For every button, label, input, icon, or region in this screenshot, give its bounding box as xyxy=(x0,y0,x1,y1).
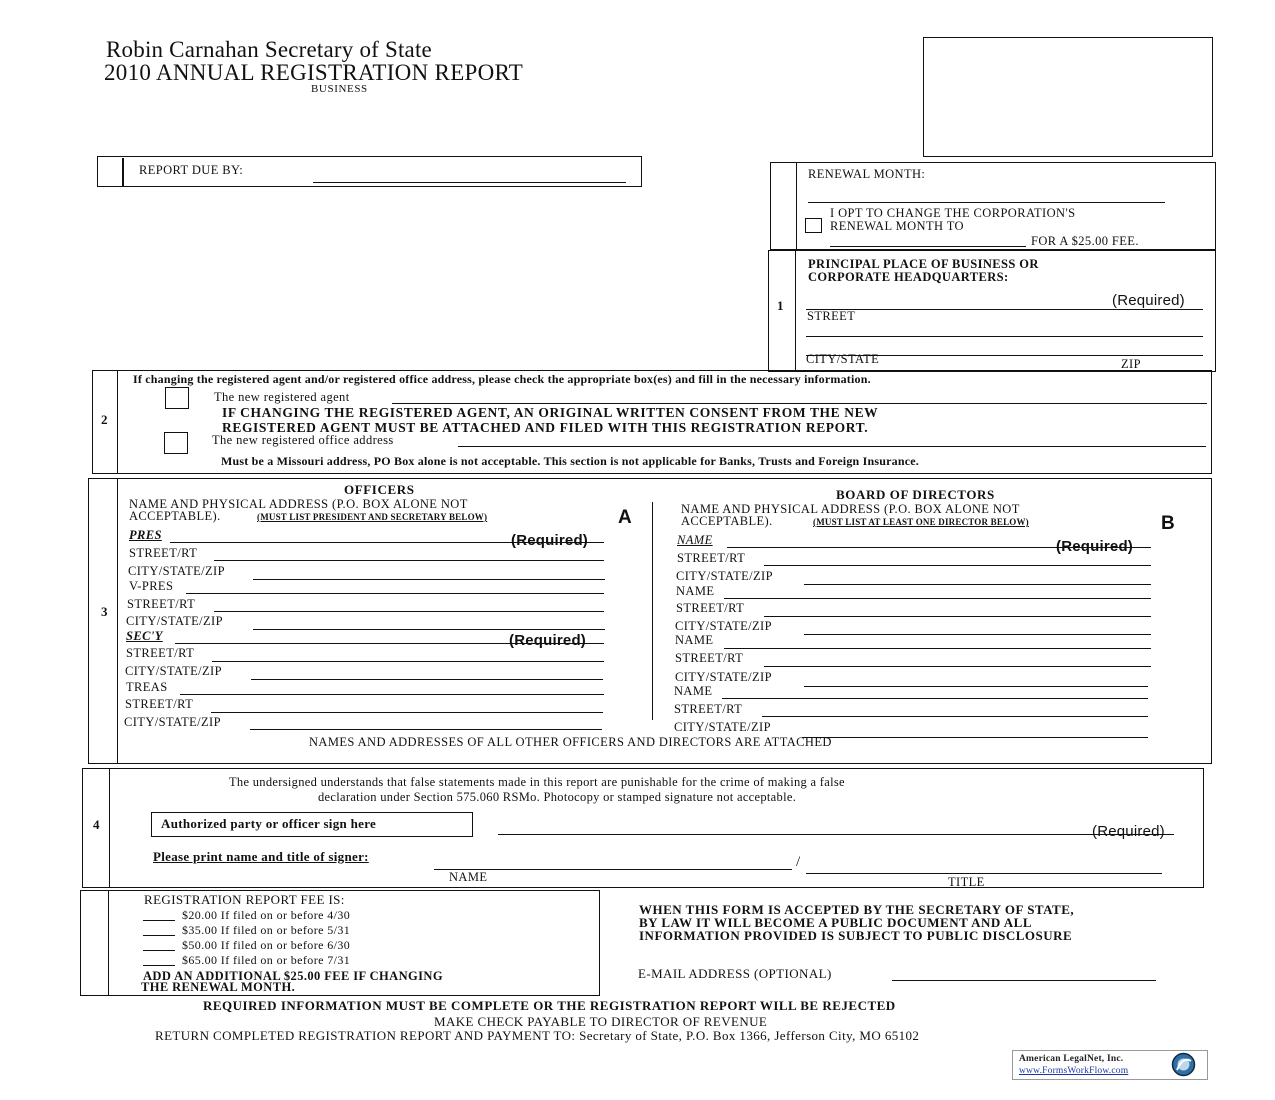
new-agent-field[interactable] xyxy=(392,403,1207,404)
treas-city-label: CITY/STATE/ZIP xyxy=(124,715,221,729)
fees-heading: REGISTRATION REPORT FEE IS: xyxy=(144,892,345,907)
vpres-name-field[interactable] xyxy=(186,593,604,594)
secy-street-field[interactable] xyxy=(212,661,604,662)
section-4-required: (Required) xyxy=(1092,823,1165,840)
treas-label: TREAS xyxy=(126,680,168,694)
signer-title-field[interactable] xyxy=(806,873,1162,874)
secy-label: SEC'Y xyxy=(126,629,163,643)
footer-line-2: MAKE CHECK PAYABLE TO DIRECTOR OF REVENUE xyxy=(434,1014,768,1029)
renewal-fee-text: FOR A $25.00 FEE. xyxy=(1031,234,1139,248)
director3-street-label: STREET/RT xyxy=(675,651,744,665)
vpres-city-label: CITY/STATE/ZIP xyxy=(126,614,223,628)
renewal-opt-line1: I OPT TO CHANGE THE CORPORATION'S xyxy=(830,206,1076,220)
report-due-field[interactable] xyxy=(313,182,626,183)
title-line-2: 2010 ANNUAL REGISTRATION REPORT xyxy=(104,60,524,85)
director4-city-field[interactable] xyxy=(802,737,1148,738)
print-name-label: Please print name and title of signer: xyxy=(153,849,369,864)
business-address-field[interactable] xyxy=(806,309,1203,310)
city-state-label: CITY/STATE xyxy=(806,352,880,366)
renewal-opt-line2: RENEWAL MONTH TO xyxy=(830,219,964,233)
section-1-number: 1 xyxy=(777,298,784,313)
director2-name-field[interactable] xyxy=(724,598,1151,599)
pres-name-field[interactable] xyxy=(170,542,604,543)
director3-city-field[interactable] xyxy=(804,686,1148,687)
title-caption: TITLE xyxy=(948,875,985,889)
treas-city-field[interactable] xyxy=(250,729,602,730)
badge-url[interactable]: www.FormsWorkFlow.com xyxy=(1019,1066,1129,1076)
directors-letter: B xyxy=(1161,513,1175,534)
street-field[interactable] xyxy=(806,336,1203,337)
title-line-1: Robin Carnahan Secretary of State xyxy=(106,37,432,62)
vpres-city-field[interactable] xyxy=(253,629,605,630)
officers-heading: OFFICERS xyxy=(344,482,415,497)
email-label: E-MAIL ADDRESS (OPTIONAL) xyxy=(638,966,832,981)
director3-street-field[interactable] xyxy=(764,666,1151,667)
agent-warning-1: IF CHANGING THE REGISTERED AGENT, AN ORIGINAL WRITTEN CONSENT FROM THE NEW xyxy=(222,405,879,420)
director4-name-label: NAME xyxy=(674,684,713,698)
section-1-required: (Required) xyxy=(1112,292,1185,309)
officers-directors-divider xyxy=(652,502,653,720)
director1-name-label: NAME xyxy=(677,533,713,547)
report-due-label: REPORT DUE BY: xyxy=(139,163,244,177)
director4-name-field[interactable] xyxy=(722,698,1148,699)
director2-city-field[interactable] xyxy=(804,634,1151,635)
section-4-statement-2: declaration under Section 575.060 RSMo. Photocopy or stamped signature not acceptable. xyxy=(318,790,797,804)
pres-street-field[interactable] xyxy=(214,560,604,561)
footer-line-3: RETURN COMPLETED REGISTRATION REPORT AND PAYMENT TO: Secretary of State, P.O. Box 1366, Jefferson City, MO 65102 xyxy=(155,1028,920,1043)
secy-required: (Required) xyxy=(509,632,586,649)
vpres-street-field[interactable] xyxy=(214,611,604,612)
director4-street-label: STREET/RT xyxy=(674,702,743,716)
section-2-number: 2 xyxy=(101,412,108,427)
directors-heading: BOARD OF DIRECTORS xyxy=(836,487,995,502)
director2-city-label: CITY/STATE/ZIP xyxy=(675,619,772,633)
directors-instr-1: NAME AND PHYSICAL ADDRESS (P.O. BOX ALONE NOT xyxy=(681,502,1020,516)
fee-option-4-blank[interactable] xyxy=(143,965,175,966)
section-2-instruction: If changing the registered agent and/or registered office address, please check the appropriate box(es) and fill in the necessary information. xyxy=(133,372,871,386)
fee-option-3-blank[interactable] xyxy=(143,950,175,951)
section-4-statement-1: The undersigned understands that false statements made in this report are punishable for the crime of making a false xyxy=(229,775,845,789)
signature-field[interactable] xyxy=(498,834,1174,835)
name-title-separator: / xyxy=(796,854,801,870)
agent-warning-2: REGISTERED AGENT MUST BE ATTACHED AND FILED WITH THIS REGISTRATION REPORT. xyxy=(222,420,869,435)
public-notice-1: WHEN THIS FORM IS ACCEPTED BY THE SECRETARY OF STATE, xyxy=(639,902,1075,917)
treas-street-field[interactable] xyxy=(211,712,603,713)
treas-street-label: STREET/RT xyxy=(125,697,194,711)
secy-city-field[interactable] xyxy=(251,679,603,680)
public-notice-3: INFORMATION PROVIDED IS SUBJECT TO PUBLIC DISCLOSURE xyxy=(639,928,1073,943)
officers-instr-2: ACCEPTABLE). xyxy=(129,509,221,523)
vpres-street-label: STREET/RT xyxy=(127,597,196,611)
section-3-footer: NAMES AND ADDRESSES OF ALL OTHER OFFICERS AND DIRECTORS ARE ATTACHED xyxy=(309,735,832,749)
footer-line-1: REQUIRED INFORMATION MUST BE COMPLETE OR THE REGISTRATION REPORT WILL BE REJECTED xyxy=(203,998,896,1013)
public-notice-2: BY LAW IT WILL BECOME A PUBLIC DOCUMENT AND ALL xyxy=(639,915,1033,930)
street-label: STREET xyxy=(807,309,856,323)
renewal-change-checkbox[interactable] xyxy=(805,218,822,233)
section-1-heading-2: CORPORATE HEADQUARTERS: xyxy=(808,270,1009,284)
new-agent-label: The new registered agent xyxy=(214,390,350,404)
director3-name-label: NAME xyxy=(675,633,714,647)
treas-name-field[interactable] xyxy=(180,694,604,695)
officers-letter: A xyxy=(618,507,632,528)
section-3-number: 3 xyxy=(101,604,108,619)
fees-additional-2: THE RENEWAL MONTH. xyxy=(141,980,296,994)
new-office-field[interactable] xyxy=(458,446,1206,447)
officers-instr-1: NAME AND PHYSICAL ADDRESS (P.O. BOX ALONE NOT xyxy=(129,497,468,511)
director2-street-field[interactable] xyxy=(764,616,1151,617)
renewal-month-label: RENEWAL MONTH: xyxy=(808,167,926,181)
director3-name-field[interactable] xyxy=(724,648,1151,649)
vpres-label: V-PRES xyxy=(129,579,174,593)
fee-option-2-blank[interactable] xyxy=(143,935,175,936)
section-1-heading-1: PRINCIPAL PLACE OF BUSINESS OR xyxy=(808,257,1039,271)
fee-option-4: $65.00 If filed on or before 7/31 xyxy=(182,953,351,967)
fee-option-2: $35.00 If filed on or before 5/31 xyxy=(182,923,351,937)
badge-logo-icon xyxy=(1171,1052,1196,1077)
director3-city-label: CITY/STATE/ZIP xyxy=(675,670,772,684)
section-4-number: 4 xyxy=(93,817,100,832)
director1-street-field[interactable] xyxy=(764,565,1151,566)
new-office-label: The new registered office address xyxy=(212,433,394,447)
email-field[interactable] xyxy=(892,980,1156,981)
directors-instr-2: ACCEPTABLE). xyxy=(681,514,773,528)
fee-option-3: $50.00 If filed on or before 6/30 xyxy=(182,938,351,952)
pres-label: PRES xyxy=(129,528,162,542)
office-change-checkbox[interactable] xyxy=(164,432,188,454)
office-use-box xyxy=(923,37,1213,157)
director1-street-label: STREET/RT xyxy=(677,551,746,565)
signer-name-field[interactable] xyxy=(434,869,792,870)
pres-street-label: STREET/RT xyxy=(129,546,198,560)
zip-label: ZIP xyxy=(1121,357,1141,371)
director4-street-field[interactable] xyxy=(762,716,1148,717)
pres-city-label: CITY/STATE/ZIP xyxy=(128,564,225,578)
director1-city-field[interactable] xyxy=(804,584,1151,585)
name-caption: NAME xyxy=(449,870,488,884)
officers-must-list: (MUST LIST PRESIDENT AND SECRETARY BELOW) xyxy=(257,512,488,522)
directors-must-list: (MUST LIST AT LEAST ONE DIRECTOR BELOW) xyxy=(813,517,1029,527)
director4-city-label: CITY/STATE/ZIP xyxy=(674,720,771,734)
renewal-new-month-field[interactable] xyxy=(830,246,1026,247)
director2-street-label: STREET/RT xyxy=(676,601,745,615)
director2-name-label: NAME xyxy=(676,584,715,598)
director1-city-label: CITY/STATE/ZIP xyxy=(676,569,773,583)
fee-option-1: $20.00 If filed on or before 4/30 xyxy=(182,908,351,922)
pres-city-field[interactable] xyxy=(253,579,605,580)
publisher-badge xyxy=(1012,1050,1208,1080)
secy-city-label: CITY/STATE/ZIP xyxy=(125,664,222,678)
subtitle: BUSINESS xyxy=(311,83,368,95)
secy-street-label: STREET/RT xyxy=(126,646,195,660)
renewal-month-field[interactable] xyxy=(808,202,1165,203)
fees-additional-1: ADD AN ADDITIONAL $25.00 FEE IF CHANGING xyxy=(143,969,443,983)
pres-required: (Required) xyxy=(511,532,588,549)
director-required: (Required) xyxy=(1056,538,1133,555)
secy-name-field[interactable] xyxy=(175,643,604,644)
office-note: Must be a Missouri address, PO Box alone is not acceptable. This section is not applicable for Banks, Trusts and Foreign Insurance. xyxy=(221,454,919,468)
fee-option-1-blank[interactable] xyxy=(143,920,175,921)
director1-name-field[interactable] xyxy=(727,547,1151,548)
agent-change-checkbox[interactable] xyxy=(165,387,189,409)
badge-company: American LegalNet, Inc. xyxy=(1019,1054,1124,1064)
sign-here-label: Authorized party or officer sign here xyxy=(161,816,377,831)
